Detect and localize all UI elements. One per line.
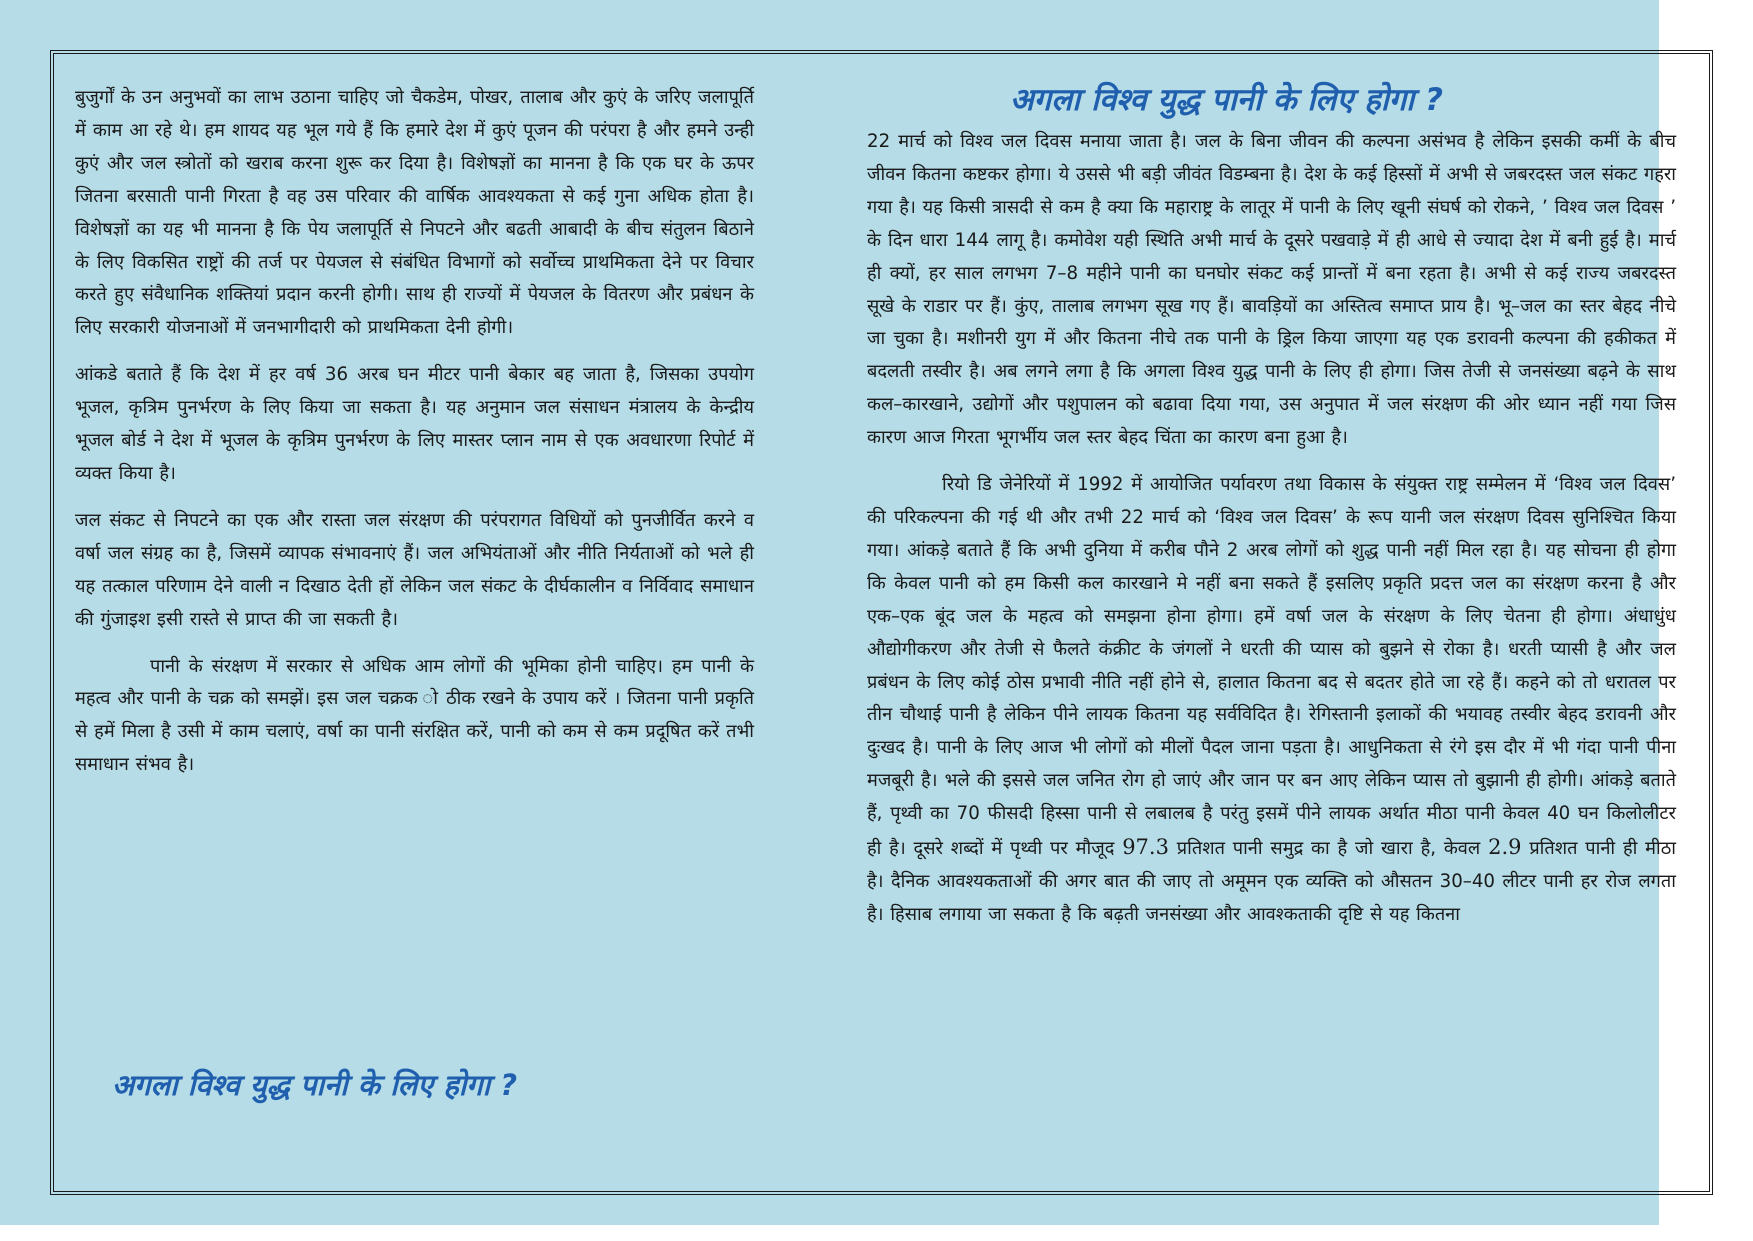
article-title: अगला विश्व युद्ध पानी के लिए होगा ? (1010, 82, 1443, 118)
right-paragraph-2 (867, 469, 1676, 932)
right-paragraph-1: 22 मार्च को विश्व जल दिवस मनाया जाता है। जल के बिना जीवन की कल्पना असंभव है लेकिन इसकी कमीं के बीच जीवन कितना कष्टकर होगा। ये उससे भी बड़ी जीवंत विडम्बना है। देश के कई हिस्सों में अभी से जबरदस्त जल संकट गहरा गया है। यह किसी त्रासदी से कम है क्या कि महाराष्ट्र के लातूर में पानी के लिए खूनी संघर्ष को रोकने, ’ विश्व जल दिवस ’ के दिन धारा 144 लागू है। कमोवेश यही स्थिति अभी मार्च के दूसरे पखवाड़े में ही आधे से ज्यादा देश में बनी हुई है। मार्च ही क्यों, हर साल लगभग 7–8 महीने पानी का घनघोर संकट कई प्रान्तों में बना रहता है। अभी से कई राज्य जबरदस्त सूखे के राडार पर हैं। कुंए, तालाब लगभग सूख गए हैं। बावड़ियों का अस्तित्व समाप्त प्राय है। भू–जल का स्तर बेहद नीचे जा चुका है। मशीनरी युग में और कितना नीचे तक पानी के ड्रिल किया जाएगा यह एक डरावनी कल्पना की हकीकत में बदलती तस्वीर है। अब लगने लगा है कि अगला विश्व युद्ध पानी के लिए ही होगा। जिस तेजी से जनसंख्या बढ़ने के साथ कल–कारखाने, उद्योगों और पशुपालन को बढावा दिया गया, उस अनुपात में जल संरक्षण की ओर ध्यान नहीं गया जिस कारण आज गिरता भूगर्भीय जल स्तर बेहद चिंता का कारण बना हुआ है। (867, 131, 1676, 449)
article-title-repeat: अगला विश्व युद्ध पानी के लिए होगा ? (112, 1068, 518, 1102)
left-paragraph-2: आंकडे बताते हैं कि देश में हर वर्ष 36 अरब घन मीटर पानी बेकार बह जाता है, जिसका उपयोग भूजल, कृत्रिम पुनर्भरण के लिए किया जा सकता है। यह अनुमान जल संसाधन मंत्रालय के केन्द्रीय भूजल बोर्ड ने देश में भूजल के कृत्रिम पुनर्भरण के लिए मास्तर प्लान नाम से एक अवधारणा रिपोर्ट में व्यक्त किया है। (75, 364, 754, 484)
right-paragraph-2-end: प्रतिशत पानी ही मीठा है। दैनिक आवश्यकताओं की अगर बात की जाए तो अमूमन एक व्यक्ति को औसतन 30–40 लीटर पानी हर रोज लगता है। हिसाब लगाया जा सकता है कि बढ़ती जनसंख्या और आवश्कताकी दृष्टि से यह कितना (867, 838, 1676, 925)
percent-saltwater: 97.3 (1122, 835, 1169, 860)
right-paragraph-2-text: रियो डि जेनेरियों में 1992 में आयोजित पर्यावरण तथा विकास के संयुक्त राष्ट्र सम्मेलन में ‘विश्व जल दिवस’ की परिकल्पना की गई थी और तभी 22 मार्च को ‘विश्व जल दिवस’ के रूप यानी जल संरक्षण दिवस सुनिश्चित किया गया। आंकड़े बताते हैं कि अभी दुनिया में करीब पौने 2 अरब लोगों को शुद्ध पानी नहीं मिल रहा है। यह सोचना ही होगा कि केवल पानी को हम किसी कल कारखाने मे नहीं बना सकते हैं इसलिए प्रकृति प्रदत्त जल का संरक्षण करना है और एक–एक बूंद जल के महत्व को समझना होना होगा। हमें वर्षा जल के संरक्षण के लिए चेतना ही होगा। अंधाधुंध औद्योगीकरण और तेजी से फैलते कंक्रीट के जंगलों ने धरती की प्यास को बुझने से रोका है। धरती प्यासी है और जल प्रबंधन के लिए कोई ठोस प्रभावी नीति नहीं होने से, हालात कितना बद से बदतर होते जा रहे हैं। कहने को तो धरातल पर तीन चौथाई पानी है लेकिन पीने लायक कितना यह सर्वविदित है। रेगिस्तानी इलाकों की भयावह तस्वीर बेहद डरावनी और दुःखद है। पानी के लिए आज भी लोगों को मीलों पैदल जाना पड़ता है। आधुनिकता से रंगे इस दौर में भी गंदा पानी पीना मजबूरी है। भले की इससे जल जनित रोग हो जाएं और जान पर बन आए लेकिन प्यास तो बुझानी ही होगी। आंकड़े बताते हैं, पृथ्वी का 70 फीसदी हिस्सा पानी से लबालब है परंतु इसमें पीने लायक अर्थात मीठा पानी केवल 40 घन किलोलीटर ही है। दूसरे शब्दों में पृथ्वी पर मौजूद (867, 474, 1677, 860)
left-paragraph-4: पानी के संरक्षण में सरकार से अधिक आम लोगों की भूमिका होनी चाहिए। हम पानी के महत्व और पानी के चक्र को समझें। इस जल चक्रक ो ठीक रखने के उपाय करें । जितना पानी प्रकृति से हमें मिला है उसी में काम चलाएं, वर्षा का पानी संरक्षित करें, पानी को कम से कम प्रदूषित करें तभी समाधान संभव है। (75, 655, 754, 776)
left-paragraph-3: जल संकट से निपटने का एक और रास्ता जल संरक्षण की परंपरागत विधियों को पुनजीर्वित करने व वर्षा जल संग्रह का है, जिसमें व्यापक संभावनाएं हैं। जल अभियंताओं और नीति निर्यताओं को भले ही यह तत्काल परिणाम देने वाली न दिखाठ देती हों लेकिन जल संकट के दीर्घकालीन व निर्विवाद समाधान की गुंजाइश इसी रास्ते से प्राप्त की जा सकती है। (75, 509, 754, 630)
left-column (75, 82, 754, 796)
right-paragraph-2-mid: प्रतिशत पानी समुद्र का है जो खारा है, केवल (1176, 838, 1481, 860)
percent-freshwater: 2.9 (1488, 835, 1522, 860)
left-paragraph-1: बुजुर्गों के उन अनुभवों का लाभ उठाना चाहिए जो चैकडेम, पोखर, तालाब और कुएं के जरिए जलापूर्ति में काम आ रहे थे। हम शायद यह भूल गये हैं कि हमारे देश में कुएं पूजन की परंपरा है और हमने उन्ही कुएं और जल स्त्रोतों को खराब करना शुरू कर दिया है। विशेषज्ञों का मानना है कि एक घर के ऊपर जितना बरसाती पानी गिरता है वह उस परिवार की वार्षिक आवश्यकता से कई गुना अधिक होता है। विशेषज्ञों का यह भी मानना है कि पेय जलापूर्ति से निपटने और बढती आबादी के बीच संतुलन बिठाने के लिए विकसित राष्ट्रों की तर्ज पर पेयजल से संबंधित विभागों को सर्वोच्च प्राथमिकता देने पर विचार करते हुए संवैधानिक शक्तियां प्रदान करनी होगी। साथ ही राज्यों में पेयजल के वितरण और प्रबंधन के लिए सरकारी योजनाओं में जनभागीदारी को प्राथमिकता देनी होगी। (75, 87, 754, 339)
right-column (867, 126, 1676, 946)
